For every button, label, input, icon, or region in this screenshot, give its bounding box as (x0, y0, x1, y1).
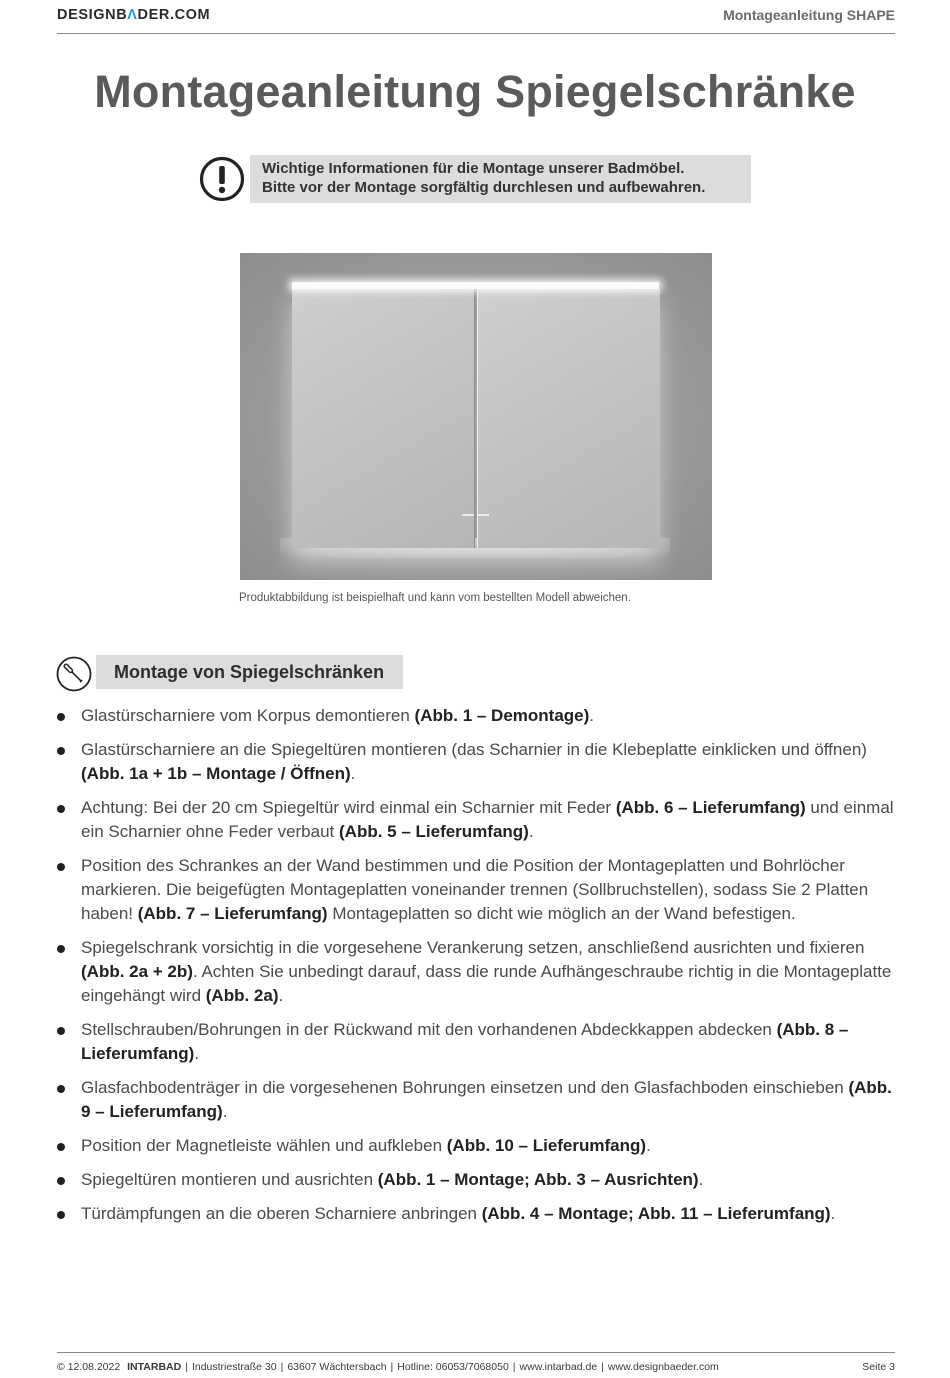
notice-line-1: Wichtige Informationen für die Montage unserer Badmöbel. (262, 160, 685, 177)
notice-box (250, 155, 751, 203)
list-item: Glastürscharniere an die Spiegeltüren montieren (das Scharnier in die Klebeplatte einklicken und öffnen) (Abb. 1a + 1b – Montage / Öffnen). (57, 738, 895, 786)
mirror-door-right (477, 289, 660, 548)
list-item: Spiegelschrank vorsichtig in die vorgesehene Verankerung setzen, anschließend ausrichten und fixieren (Abb. 2a + 2b). Achten Sie unbedingt darauf, dass die runde Aufhängeschraube richtig in die Montageplatte eingehängt wird (Abb. 2a). (57, 936, 895, 1008)
section-title: Montage von Spiegelschränken (114, 662, 385, 682)
section-header (96, 655, 403, 689)
footer-divider (57, 1352, 895, 1353)
list-item: Achtung: Bei der 20 cm Spiegeltür wird einmal ein Scharnier mit Feder (Abb. 6 – Lieferumfang) und einmal ein Scharnier ohne Feder verbaut (Abb. 5 – Lieferumfang). (57, 796, 895, 844)
image-caption: Produktabbildung ist beispielhaft und kann vom bestellten Modell abweichen. (239, 592, 631, 604)
footer-company: INTARBAD (127, 1361, 182, 1373)
page-footer: © 12.08.2022 INTARBAD | Industriestraße 30 | 63607 Wächtersbach | Hotline: 06053/7068050 | www.intarbad.de | www.designbaeder.com Seite 3 (57, 1361, 895, 1373)
important-notice (199, 155, 751, 203)
list-item: Position der Magnetleiste wählen und aufkleben (Abb. 10 – Lieferumfang). (57, 1134, 895, 1158)
document-title: Montageanleitung SHAPE (723, 7, 895, 23)
led-light-bar (292, 282, 659, 289)
mirror-cabinet (292, 289, 659, 548)
footer-date: © 12.08.2022 (57, 1361, 121, 1373)
footer-address: Industriestraße 30 (191, 1361, 277, 1373)
logo-text-left: DESIGNB (57, 7, 128, 23)
brand-logo[interactable] (57, 7, 210, 23)
exclamation-icon (199, 156, 245, 202)
notice-line-2: Bitte vor der Montage sorgfältig durchlesen und aufbewahren. (262, 179, 706, 196)
footer-city: 63607 Wächtersbach (287, 1361, 387, 1373)
door-handle-left (462, 514, 474, 516)
footer-link-designbaeder[interactable]: www.designbaeder.com (607, 1361, 719, 1373)
footer-link-intarbad[interactable]: www.intarbad.de (519, 1361, 598, 1373)
list-item: Stellschrauben/Bohrungen in der Rückwand mit den vorhandenen Abdeckkappen abdecken (Abb. 8 – Lieferumfang). (57, 1018, 895, 1066)
page-number: Seite 3 (862, 1361, 895, 1373)
page-header (57, 0, 895, 34)
mirror-door-left (292, 289, 475, 548)
list-item: Spiegeltüren montieren und ausrichten (Abb. 1 – Montage; Abb. 3 – Ausrichten). (57, 1168, 895, 1192)
instruction-list (57, 704, 895, 1236)
screwdriver-icon (56, 656, 92, 692)
footer-hotline: Hotline: 06053/7068050 (397, 1361, 509, 1373)
list-item: Glastürscharniere vom Korpus demontieren (Abb. 1 – Demontage). (57, 704, 895, 728)
logo-text-right: DER.COM (137, 7, 211, 23)
list-item: Glasfachbodenträger in die vorgesehenen Bohrungen einsetzen und den Glasfachboden einschieben (Abb. 9 – Lieferumfang). (57, 1076, 895, 1124)
list-item: Position des Schrankes an der Wand bestimmen und die Position der Montageplatten und Bohrlöcher markieren. Die beigefügten Montageplatten voneinander trennen (Sollbruchstellen), sodass Sie 2 Platten haben! (Abb. 7 – Lieferumfang) Montageplatten so dicht wie möglich an der Wand befestigen. (57, 854, 895, 926)
door-handle-right (477, 514, 489, 516)
page-title: Montageanleitung Spiegelschränke (94, 66, 856, 117)
list-item: Türdämpfungen an die oberen Scharniere anbringen (Abb. 4 – Montage; Abb. 11 – Lieferumfang). (57, 1202, 895, 1226)
product-image (240, 253, 712, 580)
logo-text-accent: Λ (127, 7, 138, 23)
